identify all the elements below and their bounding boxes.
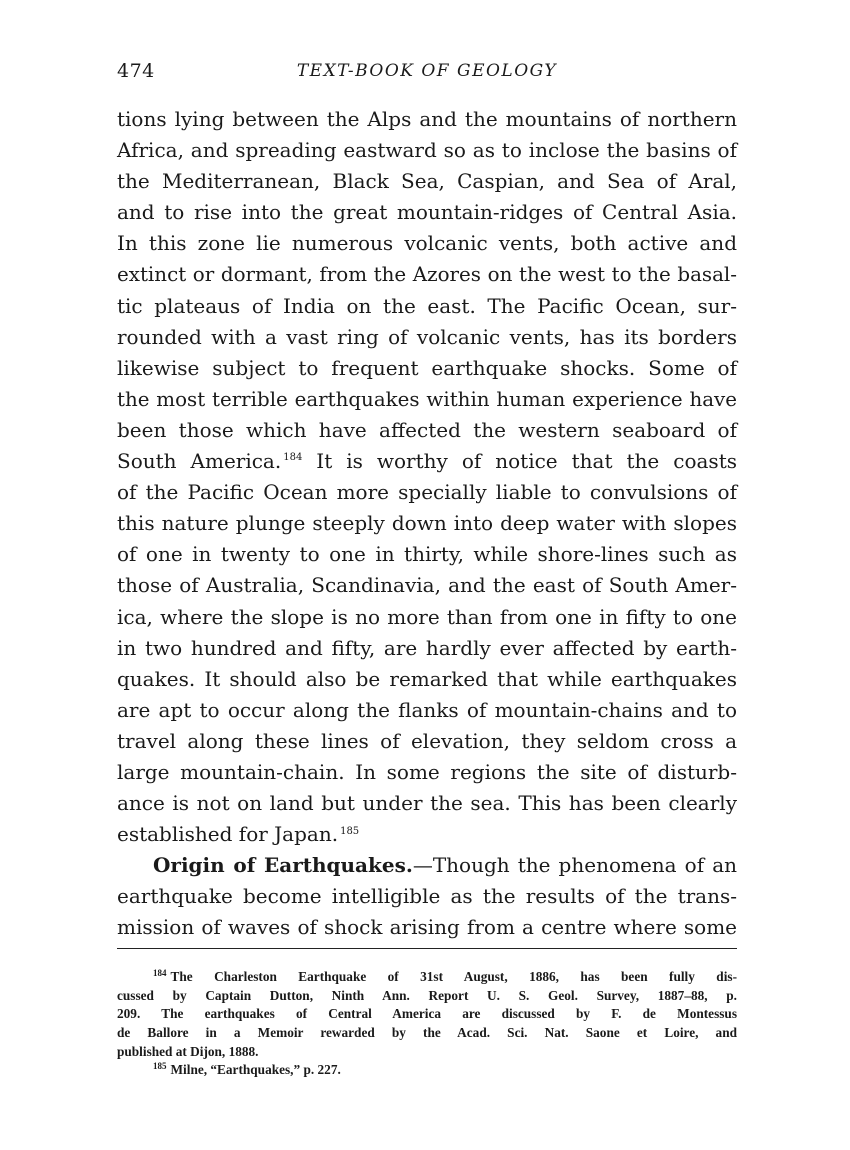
body-line: ance is not on land but under the sea. This has been clearly	[117, 791, 737, 816]
body-line	[117, 819, 737, 850]
body-line: those of Australia, Scandinavia, and the east of South Amer-	[117, 573, 737, 598]
body-line: likewise subject to frequent earthquake shocks. Some of	[117, 355, 737, 380]
footnote-185	[117, 1061, 737, 1080]
body-line: are apt to occur along the flanks of mountain-chains and to	[117, 697, 737, 722]
footnote-reference-185[interactable]: 185	[340, 825, 360, 837]
body-line: ica, where the slope is no more than from one in fifty to one	[117, 604, 737, 629]
body-line: In this zone lie numerous volcanic vents, both active and	[117, 231, 737, 256]
body-line: mission of waves of shock arising from a centre where some	[117, 915, 737, 940]
body-line: tic plateaus of India on the east. The Pacific Ocean, sur-	[117, 293, 737, 318]
body-line: the Mediterranean, Black Sea, Caspian, and Sea of Aral,	[117, 169, 737, 194]
body-line: been those which have affected the western seaboard of	[117, 417, 737, 442]
footnotes	[117, 968, 737, 1080]
body-line: rounded with a vast ring of volcanic vents, has its borders	[117, 324, 737, 349]
body-line: the most terrible earthquakes within human experience have	[117, 387, 737, 411]
body-line: this nature plunge steeply down into deep water with slopes	[117, 511, 737, 536]
footnote-184	[117, 968, 737, 987]
footnote-divider	[117, 948, 737, 949]
body-line: earthquake become intelligible as the results of the trans-	[117, 884, 737, 909]
section-heading: Origin of Earthquakes.	[153, 853, 413, 878]
body-line: quakes. It should also be remarked that while earthquakes	[117, 666, 737, 691]
body-line: large mountain-chain. In some regions the site of disturb-	[117, 759, 737, 784]
running-title: TEXT-BOOK OF GEOLOGY	[296, 61, 558, 81]
footnote-reference-184[interactable]: 184	[283, 452, 303, 464]
footnote-line: published at Dijon, 1888.	[117, 1043, 259, 1059]
body-line	[117, 446, 737, 477]
footnote-line: cussed by Captain Dutton, Ninth Ann. Report U. S. Geol. Survey, 1887–88, p.	[117, 987, 737, 1003]
footnote-line: 209. The earthquakes of Central America are discussed by F. de Montessus	[117, 1006, 737, 1022]
section-line	[117, 850, 737, 881]
body-line: Africa, and spreading eastward so as to inclose the basins of	[117, 138, 737, 163]
body-line: travel along these lines of elevation, they seldom cross a	[117, 728, 737, 753]
body-text-span: —Though the phenomena of an	[412, 853, 738, 878]
footnote-text: Milne, “Earthquakes,” p. 227.	[170, 1062, 341, 1078]
body-line: extinct or dormant, from the Azores on the west to the basal-	[117, 263, 737, 287]
body-line: of the Pacific Ocean more specially liable to convulsions of	[117, 480, 737, 505]
body-line: in two hundred and fifty, are hardly ever affected by earth-	[117, 635, 737, 660]
footnote-number: 185	[153, 1061, 167, 1072]
page-number: 474	[117, 60, 155, 82]
footnote-line: de Ballore in a Memoir rewarded by the Acad. Sci. Nat. Saone et Loire, and	[117, 1025, 737, 1041]
body-line: and to rise into the great mountain-ridges of Central Asia.	[117, 200, 737, 225]
body-text-span: established for Japan.	[117, 822, 339, 847]
footnote-text: The Charleston Earthquake of 31st August, 1886, has been fully dis-	[170, 969, 737, 984]
body-line: tions lying between the Alps and the mountains of northern	[117, 107, 737, 131]
body-line: of one in twenty to one in thirty, while shore-lines such as	[117, 542, 737, 567]
footnote-number: 184	[153, 967, 167, 978]
body-text	[117, 104, 737, 944]
page-header	[117, 60, 737, 90]
body-text-span: It is worthy of notice that the coasts	[302, 449, 737, 474]
body-text-span: South America.	[117, 449, 282, 474]
